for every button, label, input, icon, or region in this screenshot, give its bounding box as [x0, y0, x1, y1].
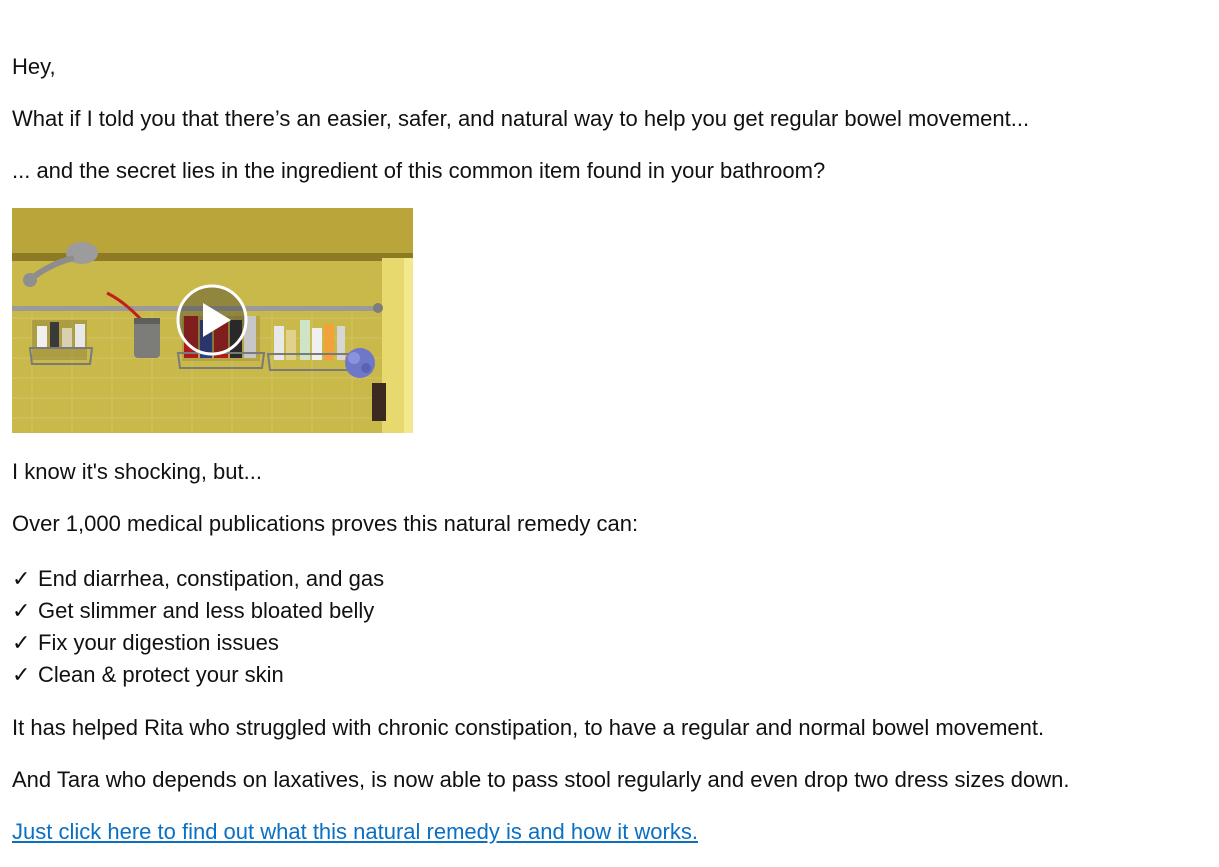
- shock-line: I know it's shocking, but...: [12, 459, 262, 484]
- intro-text: What if I told you that there’s an easier, safer, and natural way to help you get regular bowel movement...: [12, 106, 1030, 131]
- teaser-text: ... and the secret lies in the ingredient of this common item found in your bathroom?: [12, 158, 826, 183]
- cta-paragraph: [12, 819, 698, 845]
- checkmark-icon: ✓: [12, 630, 31, 655]
- testimonial-tara: And Tara who depends on laxatives, is now able to pass stool regularly and even drop two dress sizes down.: [12, 767, 1070, 792]
- testimonial-rita: It has helped Rita who struggled with chronic constipation, to have a regular and normal bowel movement.: [12, 715, 1045, 740]
- checklist-text: Get slimmer and less bloated belly: [38, 598, 375, 623]
- checklist-item: [12, 566, 384, 592]
- checklist-text: Fix your digestion issues: [38, 630, 279, 655]
- checklist-item: [12, 598, 374, 624]
- checkmark-icon: ✓: [12, 662, 31, 687]
- checklist-text: End diarrhea, constipation, and gas: [38, 566, 385, 591]
- greeting-text: Hey,: [12, 54, 56, 79]
- checklist-item: [12, 630, 279, 656]
- cta-link[interactable]: Just click here to find out what this natural remedy is and how it works.: [12, 819, 698, 844]
- video-thumbnail[interactable]: [12, 208, 413, 433]
- checkmark-icon: ✓: [12, 598, 31, 623]
- checklist-item: [12, 662, 284, 688]
- publications-line: Over 1,000 medical publications proves this natural remedy can:: [12, 511, 639, 536]
- checklist-text: Clean & protect your skin: [38, 662, 284, 687]
- checkmark-icon: ✓: [12, 566, 31, 591]
